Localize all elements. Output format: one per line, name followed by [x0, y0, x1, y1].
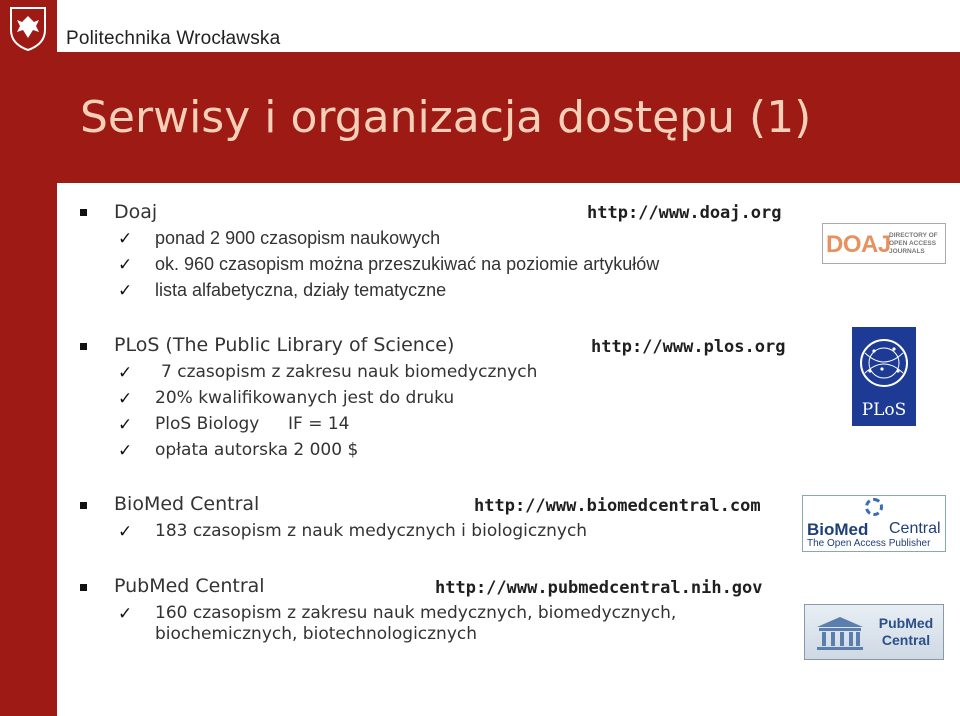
checkmark-icon: ✓	[118, 229, 133, 249]
biomed-logo-bold: BioMed	[807, 520, 869, 539]
list-item: 160 czasopism z zakresu nauk medycznych, biomedycznych,	[155, 603, 677, 623]
list-item: 7 czasopism z zakresu nauk biomedycznych	[161, 362, 538, 382]
list-item: 20% kwalifikowanych jest do druku	[155, 388, 455, 408]
university-crest-icon	[5, 4, 51, 52]
checkmark-icon: ✓	[118, 441, 133, 461]
list-item: PloS Biology	[155, 414, 260, 434]
plos-logo	[852, 327, 916, 426]
section-title-biomed: BioMed Central	[114, 493, 260, 515]
list-item-continuation: biochemicznych, biotechnologicznych	[155, 624, 478, 644]
plos-logo-text: PLoS	[861, 400, 907, 420]
section-title-doaj: Doaj	[114, 201, 158, 223]
checkmark-icon: ✓	[118, 389, 133, 409]
checkmark-icon: ✓	[118, 415, 133, 435]
pubmed-central-logo	[804, 604, 944, 660]
checkmark-icon: ✓	[118, 281, 133, 301]
checkmark-icon: ✓	[118, 604, 133, 624]
section-title-pubmed: PubMed Central	[114, 575, 265, 597]
doaj-logo-text: DOAJ	[826, 231, 891, 258]
url-biomed[interactable]: http://www.biomedcentral.com	[474, 496, 761, 516]
section-title-plos: PLoS (The Public Library of Science)	[114, 334, 455, 356]
doaj-logo-subtitle: DIRECTORY OF OPEN ACCESS JOURNALS	[889, 232, 938, 255]
page-title: Serwisy i organizacja dostępu (1)	[80, 92, 812, 143]
biomed-central-logo	[802, 495, 946, 552]
ring-icon	[865, 498, 883, 516]
left-brand-band	[0, 0, 57, 716]
biomed-logo-light: Central	[889, 520, 941, 537]
globe-icon	[852, 327, 916, 399]
list-item: ponad 2 900 czasopism naukowych	[155, 228, 441, 248]
university-name: Politechnika Wrocławska	[66, 28, 281, 49]
square-bullet-icon	[80, 502, 87, 509]
biomed-logo-tagline: The Open Access Publisher	[807, 538, 931, 549]
square-bullet-icon	[80, 343, 87, 350]
list-item: 183 czasopism z nauk medycznych i biologicznych	[155, 521, 588, 541]
url-doaj[interactable]: http://www.doaj.org	[587, 203, 782, 223]
checkmark-icon: ✓	[118, 255, 133, 275]
checkmark-icon: ✓	[118, 522, 133, 542]
checkmark-icon: ✓	[118, 363, 133, 383]
pubmed-logo-text: PubMed Central	[878, 615, 934, 648]
impact-factor: IF = 14	[288, 414, 350, 434]
list-item: ok. 960 czasopism można przeszukiwać na poziomie artykułów	[155, 254, 660, 274]
doaj-logo	[822, 223, 946, 264]
url-pubmed[interactable]: http://www.pubmedcentral.nih.gov	[435, 578, 763, 598]
square-bullet-icon	[80, 584, 87, 591]
square-bullet-icon	[80, 209, 87, 216]
url-plos[interactable]: http://www.plos.org	[591, 337, 786, 357]
list-item: lista alfabetyczna, działy tematyczne	[155, 280, 447, 300]
list-item: opłata autorska 2 000 $	[155, 440, 359, 460]
building-icon	[815, 615, 865, 651]
